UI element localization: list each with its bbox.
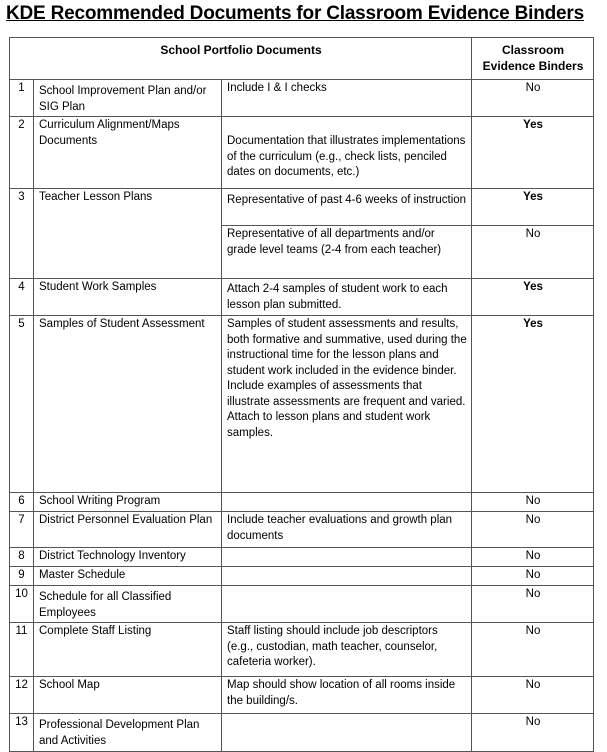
binder-value: No: [472, 567, 594, 586]
document-description: Include I & I checks: [222, 80, 472, 117]
document-title: KDE Recommended Documents for Classroom Evidence Binders: [6, 3, 584, 24]
table-row: [10, 80, 594, 117]
row-number: 3: [10, 189, 34, 279]
table-row: [10, 117, 594, 189]
document-description: [222, 714, 472, 752]
binder-value: No: [472, 548, 594, 567]
row-number: 6: [10, 493, 34, 512]
binder-value: No: [472, 80, 594, 117]
document-name: District Personnel Evaluation Plan: [34, 512, 222, 548]
document-description: Staff listing should include job descriptors (e.g., custodian, math teacher, counselor, cafeteria worker).: [222, 623, 472, 677]
document-description: Representative of past 4-6 weeks of instruction: [222, 189, 472, 226]
binder-value: Yes: [472, 316, 594, 493]
header-portfolio: School Portfolio Documents: [10, 38, 472, 80]
document-description: [222, 586, 472, 623]
document-name: Curriculum Alignment/Maps Documents: [34, 117, 222, 189]
document-name: Complete Staff Listing: [34, 623, 222, 677]
document-name: School Improvement Plan and/or SIG Plan: [34, 80, 222, 117]
binder-value: Yes: [472, 117, 594, 189]
document-description: [222, 567, 472, 586]
document-description: Documentation that illustrates implementations of the curriculum (e.g., check lists, penciled dates on documents, etc.): [222, 117, 472, 189]
document-name: District Technology Inventory: [34, 548, 222, 567]
table-row: [10, 586, 594, 623]
document-description: Representative of all departments and/or grade level teams (2-4 from each teacher): [222, 226, 472, 279]
document-description: Samples of student assessments and results, both formative and summative, used during the instructional time for the lesson plans and student work included in the evidence binder. Include examples of assessments that illustrate assessments are frequent and varied. Attach to lesson plans and student work samples.: [222, 316, 472, 493]
row-number: 5: [10, 316, 34, 493]
document-description: Include teacher evaluations and growth plan documents: [222, 512, 472, 548]
row-number: 10: [10, 586, 34, 623]
document-name: School Map: [34, 677, 222, 714]
table-row: [10, 512, 594, 548]
table-row: [10, 677, 594, 714]
document-name: Samples of Student Assessment: [34, 316, 222, 493]
binder-value: No: [472, 714, 594, 752]
document-name: Teacher Lesson Plans: [34, 189, 222, 279]
binder-value: Yes: [472, 189, 594, 226]
document-description: [222, 548, 472, 567]
documents-table: [9, 37, 594, 752]
row-number: 4: [10, 279, 34, 316]
table-row: [10, 567, 594, 586]
binder-value: No: [472, 512, 594, 548]
document-description: Map should show location of all rooms inside the building/s.: [222, 677, 472, 714]
document-name: Master Schedule: [34, 567, 222, 586]
row-number: 11: [10, 623, 34, 677]
row-number: 1: [10, 80, 34, 117]
binder-value: No: [472, 226, 594, 279]
table-row: [10, 316, 594, 493]
binder-value: No: [472, 586, 594, 623]
row-number: 7: [10, 512, 34, 548]
table-row: [10, 714, 594, 752]
header-binders: Classroom Evidence Binders: [472, 38, 594, 80]
table-row: [10, 189, 594, 226]
document-name: Student Work Samples: [34, 279, 222, 316]
document-description: Attach 2-4 samples of student work to each lesson plan submitted.: [222, 279, 472, 316]
table-header-row: [10, 38, 594, 80]
table-row: [10, 548, 594, 567]
document-name: Professional Development Plan and Activities: [34, 714, 222, 752]
row-number: 12: [10, 677, 34, 714]
row-number: 9: [10, 567, 34, 586]
table-row: [10, 623, 594, 677]
document-name: School Writing Program: [34, 493, 222, 512]
binder-value: No: [472, 677, 594, 714]
binder-value: Yes: [472, 279, 594, 316]
binder-value: No: [472, 493, 594, 512]
table-row: [10, 279, 594, 316]
document-description: [222, 493, 472, 512]
row-number: 13: [10, 714, 34, 752]
row-number: 8: [10, 548, 34, 567]
binder-value: No: [472, 623, 594, 677]
document-name: Schedule for all Classified Employees: [34, 586, 222, 623]
table-row: [10, 493, 594, 512]
row-number: 2: [10, 117, 34, 189]
